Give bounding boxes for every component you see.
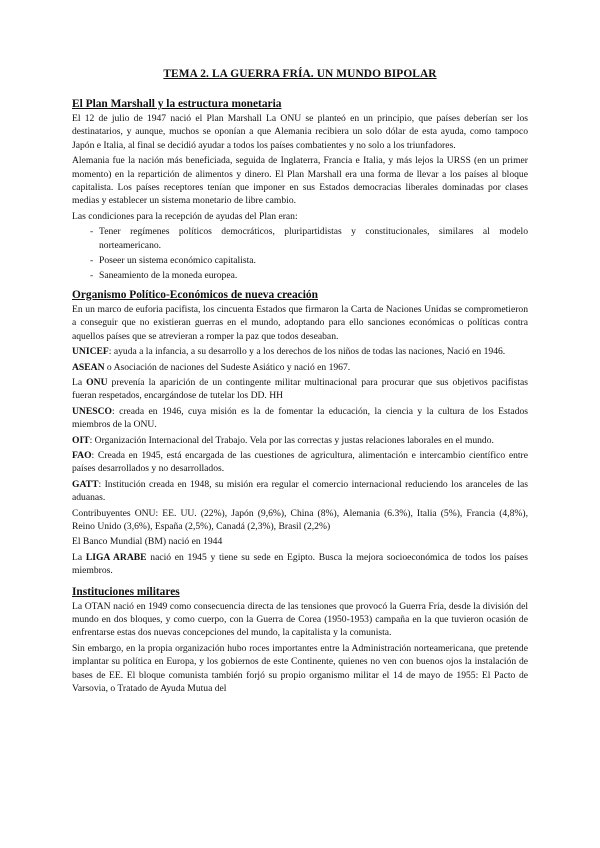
- section-heading-organismos: Organismo Político-Económicos de nueva creación: [72, 288, 318, 301]
- list-item: - Tener regímenes políticos democráticos, pluripartidistas y constitucionales, similares al modelo norteamericano.: [90, 226, 528, 251]
- dash-bullet: -: [90, 226, 94, 238]
- paragraph-bm: El Banco Mundial (BM) nació en 1944: [72, 536, 223, 548]
- conditions-list: [72, 225, 528, 283]
- paragraph: Sin embargo, en la propia organización hubo roces importantes entre la Administración norteamericana, que pretende implantar su política en Europa, y los gobiernos de este Continente, quienes no ven con buenos ojos la instalación de bases de EE. El bloque comunista también forjó su propio organismo militar el 14 de mayo de 1955: El Pacto de Varsovia, o Tratado de Ayuda Mutua del: [72, 642, 528, 695]
- page-title: TEMA 2. LA GUERRA FRÍA. UN MUNDO BIPOLAR: [163, 68, 437, 80]
- paragraph-onu: La ONU prevenía la aparición de un contingente militar multinacional para procurar que sus objetivos pacifistas fueran respetados, encargándose de tutelar los DD. HH: [72, 376, 528, 402]
- dash-bullet: -: [90, 270, 94, 282]
- paragraph: El 12 de julio de 1947 nació el Plan Marshall La ONU se planteó en un principio, que países deberían ser los destinatarios, y aunque, muchos se oponían a que Alemania recibiera un solo dólar de esta ayuda, como tampoco Japón e Italia, al final se decidió ayudar a todos los países combatientes y no solo a los triunfadores.: [72, 113, 528, 151]
- paragraph: Las condiciones para la recepción de ayudas del Plan eran:: [72, 210, 298, 222]
- list-item: - Saneamiento de la moneda europea.: [90, 270, 238, 282]
- paragraph-liga-arabe: La LIGA ARABE nació en 1945 y tiene su sede en Egipto. Busca la mejora socioeconómica de todos los países miembros.: [72, 551, 528, 577]
- paragraph-asean: ASEAN o Asociación de naciones del Sudeste Asiático y nació en 1967.: [72, 361, 351, 373]
- paragraph-gatt: GATT: Institución creada en 1948, su misión era regular el comercio internacional reduciendo los aranceles de las aduanas.: [72, 478, 528, 504]
- dash-bullet: -: [90, 255, 94, 267]
- paragraph-unicef: UNICEF: ayuda a la infancia, a su desarrollo y a los derechos de los niños de todas las naciones, Nació en 1946.: [72, 346, 506, 358]
- paragraph: En un marco de euforia pacifista, los cincuenta Estados que firmaron la Carta de Naciones Unidas se comprometieron a conseguir que no existieran guerras en el mundo, adoptando para ello sanciones económicas o políticas contra aquellos países que se atrevieran a romper la paz que todos deseaban.: [72, 303, 528, 342]
- section-heading-marshall: El Plan Marshall y la estructura monetaria: [72, 98, 282, 110]
- paragraph-contributors: Contribuyentes ONU: EE. UU. (22%), Japón (9,6%), China (8%), Alemania (6.3%), Italia (5%), Francia (4,8%), Reino Unido (3,6%), España (2,5%), Canadá (2,3%), Brasil (2,2%): [72, 507, 528, 532]
- paragraph: Alemania fue la nación más beneficiada, seguida de Inglaterra, Francia e Italia, y más lejos la URSS (en un primer momento) en la repartición de alimentos y dinero. El Plan Marshall era una forma de llevar a los países al bloque capitalista. Los países receptores tenían que imponer en sus Estados democracias liberales dominadas por clases medias y establecer un sistema monetario de libre cambio.: [72, 155, 528, 207]
- paragraph-fao: FAO: Creada en 1945, está encargada de las cuestiones de agricultura, alimentación e intercambio científico entre países desarrollados y no desarrollados.: [72, 449, 528, 475]
- document-body: [72, 96, 528, 697]
- list-item: - Poseer un sistema económico capitalista.: [90, 255, 256, 267]
- paragraph: La OTAN nació en 1949 como consecuencia directa de las tensiones que provocó la Guerra Fría, desde la división del mundo en dos bloques, y como cuerpo, con la Guerra de Corea (1950-1953) campaña en la que tuvieron ocasión de enfrentarse estas dos nuevas concepciones del mundo, la capitalista y la comunista.: [72, 600, 528, 639]
- section-heading-militares: Instituciones militares: [72, 585, 180, 598]
- paragraph-unesco: UNESCO: creada en 1946, cuya misión es la de fomentar la educación, la ciencia y la cultura de los Estados miembros de la ONU.: [72, 405, 528, 431]
- paragraph-oit: OIT: Organización Internacional del Trabajo. Vela por las correctas y justas relaciones laborales en el mundo.: [72, 434, 494, 446]
